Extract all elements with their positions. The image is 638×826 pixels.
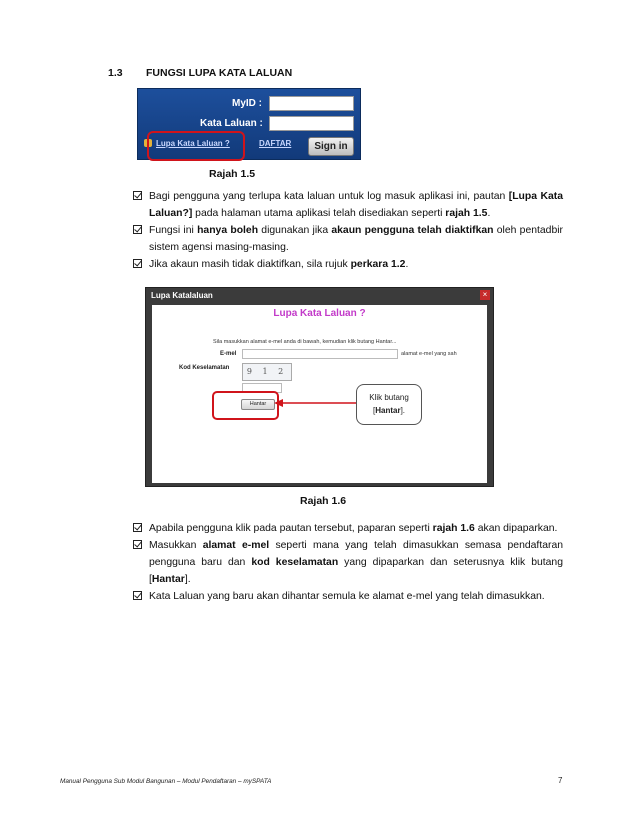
- checkbox-icon: [133, 191, 142, 200]
- bullet-text: akan dipaparkan.: [474, 523, 558, 534]
- instruction-text: Sila masukkan alamat e-mel anda di bawah, kemudian klik butang Hantar...: [213, 339, 397, 345]
- bullet-item: [133, 537, 563, 588]
- captcha-image: 9 1 2: [242, 363, 292, 381]
- checkbox-icon: [133, 591, 142, 600]
- section-title: FUNGSI LUPA KATA LALUAN: [146, 67, 293, 79]
- dialog-body: [152, 305, 487, 483]
- dialog-heading: Lupa Kata Laluan ?: [273, 308, 366, 319]
- bullet-text: alamat e-mel: [202, 540, 270, 551]
- bullet-text: Kata Laluan yang baru akan dihantar semula ke alamat e-mel yang telah dimasukkan.: [149, 591, 545, 602]
- bullet-text: Apabila pengguna klik pada pautan tersebut, paparan seperti: [149, 523, 433, 534]
- checkbox-icon: [133, 523, 142, 532]
- register-link[interactable]: DAFTAR: [259, 139, 292, 148]
- bullet-item: [133, 256, 563, 273]
- bullet-text: .: [487, 208, 491, 219]
- bullet-list-1: [133, 188, 563, 273]
- checkbox-icon: [133, 540, 142, 549]
- bullet-text: Masukkan: [149, 540, 203, 551]
- bullet-text: seperti mana yang telah dimasukkan semasa pendaftaran pengguna baru dan: [149, 540, 563, 568]
- close-icon[interactable]: ×: [480, 290, 490, 300]
- highlight-box: [147, 131, 245, 161]
- checkbox-icon: [133, 225, 142, 234]
- myid-input[interactable]: [269, 96, 354, 111]
- password-label: Kata Laluan :: [200, 118, 263, 129]
- bullet-text: Jika akaun masih tidak diaktifkan, sila rujuk: [149, 259, 351, 270]
- bullet-item: [133, 188, 563, 222]
- submit-button[interactable]: Hantar: [241, 399, 275, 410]
- forgot-password-link[interactable]: Lupa Kata Laluan ?: [156, 139, 230, 148]
- bullet-text: [Lupa Kata Laluan?]: [149, 191, 563, 219]
- figure-caption-1-5: Rajah 1.5: [209, 168, 256, 180]
- page-number: 7: [558, 776, 563, 785]
- bullet-item: [133, 222, 563, 256]
- bullet-text: ].: [184, 574, 191, 585]
- bullet-text: Bagi pengguna yang terlupa kata laluan untuk log masuk aplikasi ini, pautan: [149, 191, 509, 202]
- forgot-password-dialog: [145, 287, 494, 487]
- email-hint: alamat e-mel yang sah: [401, 351, 457, 357]
- bullet-text: hanya boleh: [197, 225, 259, 236]
- callout-line-2: [Hantar].: [372, 406, 406, 415]
- bullet-text: Fungsi ini: [149, 225, 198, 236]
- callout-line-1: Klik butang: [369, 393, 409, 402]
- bullet-text: perkara 1.2: [350, 259, 406, 270]
- figure-caption-1-6: Rajah 1.6: [300, 495, 347, 507]
- bullet-text: akaun pengguna telah diaktifkan: [331, 225, 494, 236]
- bullet-text: kod keselamatan: [251, 557, 339, 568]
- password-input[interactable]: [269, 116, 354, 131]
- bullet-text: rajah 1.5: [445, 208, 488, 219]
- callout-arrow: [274, 398, 362, 408]
- section-number: 1.3: [108, 67, 123, 79]
- bullet-text: pada halaman utama aplikasi telah disediakan seperti: [192, 208, 446, 219]
- dialog-title: Lupa Katalaluan: [151, 291, 213, 300]
- callout-box: [356, 384, 422, 425]
- sign-in-button[interactable]: Sign in: [308, 137, 354, 156]
- footer-text: Manual Pengguna Sub Modul Bangunan – Modul Pendaftaran – mySPATA: [60, 778, 272, 785]
- email-field[interactable]: [242, 349, 398, 359]
- submit-highlight-box: [212, 391, 279, 420]
- bullet-text: digunakan jika: [258, 225, 332, 236]
- bullet-text: oleh pentadbir sistem agensi masing-masing.: [149, 225, 563, 253]
- myid-label: MyID :: [232, 98, 262, 109]
- bullet-text: rajah 1.6: [432, 523, 475, 534]
- checkbox-icon: [133, 259, 142, 268]
- security-code-label: Kod Keselamatan: [179, 365, 230, 371]
- bullet-item: [133, 520, 563, 537]
- bullet-text: Hantar: [151, 574, 185, 585]
- email-label: E-mel: [220, 351, 237, 357]
- bullet-item: [133, 588, 563, 605]
- bullet-list-2: [133, 520, 563, 605]
- bullet-text: .: [405, 259, 409, 270]
- bullet-text: yang dipaparkan dan seterusnya klik butang [: [149, 557, 563, 585]
